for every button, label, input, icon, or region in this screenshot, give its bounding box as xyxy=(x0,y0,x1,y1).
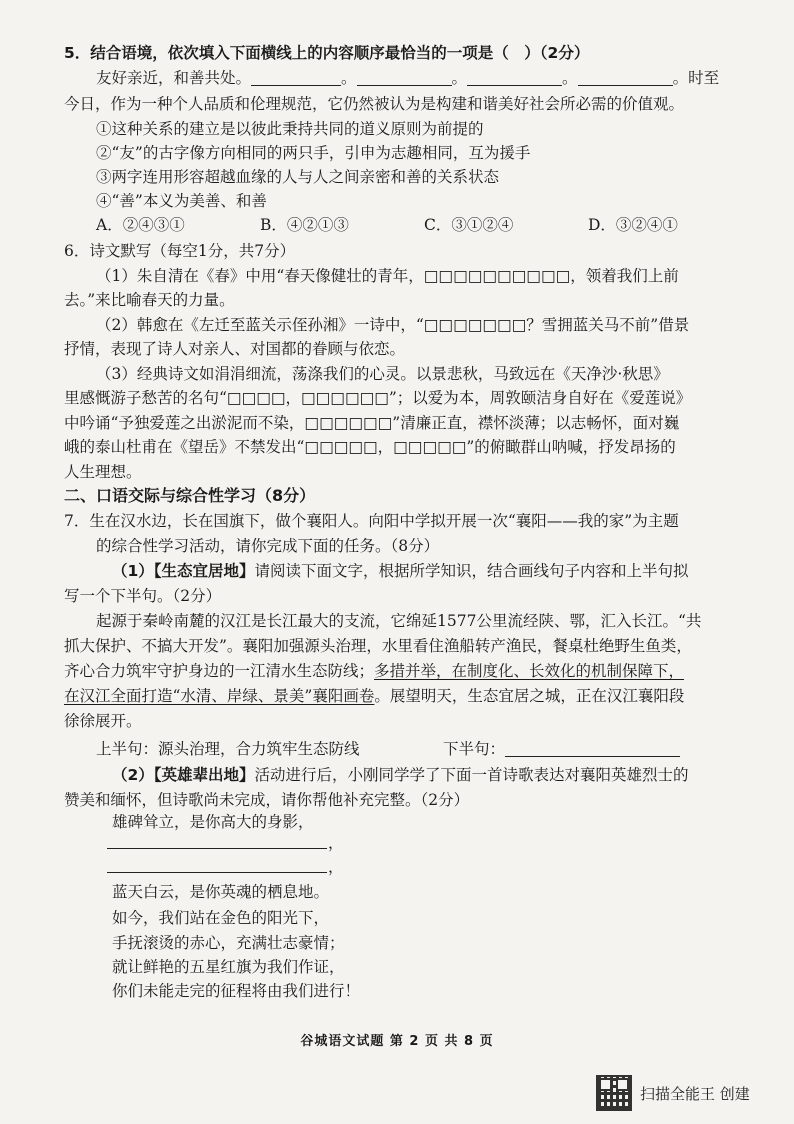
q7-task2-heading: （2）【英雄辈出地】 xyxy=(112,766,255,784)
q7-task1-heading: （1）【生态宜居地】 xyxy=(112,562,255,580)
q7-task1-line2: 写一个下半句。（2分） xyxy=(64,587,222,605)
q7-para-line3 xyxy=(64,661,684,681)
q5-passage-start: 友好亲近，和善共处。 xyxy=(96,69,252,87)
q5-choice-d[interactable]: D．③②④① xyxy=(588,216,678,234)
q7-upper-half: 上半句：源头治理，合力筑牢生态防线 xyxy=(96,740,360,758)
q5-sentence-2: ②“友”的古字像方向相同的两只手，引申为志趣相同，互为援手 xyxy=(96,144,531,162)
q5-sentence-4: ④“善”本义为美善、和善 xyxy=(96,192,267,210)
section-2-title: 二、口语交际与综合性学习（8分） xyxy=(64,486,316,505)
q7-underlined-sentence-b: 在汉江全面打造“水清、岸绿、景美”襄阳画卷 xyxy=(64,687,375,705)
q6-item3-line1: （3）经典诗文如涓涓细流，荡涤我们的心灵。以景悲秋，马致远在《天净沙·秋思》 xyxy=(96,365,669,383)
q5-passage-end: 时至 xyxy=(688,69,720,87)
poem-blank-2-comma: ， xyxy=(328,858,344,876)
scanner-watermark: 扫描全能王 创建 xyxy=(640,1085,750,1103)
poem-line-4: 如今，我们站在金色的阳光下， xyxy=(112,909,330,927)
poem-line-6: 就让鲜艳的五星红旗为我们作证， xyxy=(112,958,345,976)
q5-blank-1[interactable] xyxy=(251,69,341,86)
q6-stem: 6．诗文默写（每空1分，共7分） xyxy=(64,242,296,260)
q5-blank-2[interactable] xyxy=(357,69,452,86)
q5-choice-b[interactable]: B．④②①③ xyxy=(260,216,349,234)
q7-task1-instruction: 请阅读下面文字，根据所学知识，结合画线句子内容和上半句拟 xyxy=(254,562,689,580)
q5-blank-4[interactable] xyxy=(578,69,673,86)
q6-item3-line4: 峨的泰山杜甫在《望岳》不禁发出“□□□□□，□□□□□”的俯瞰群山呐喊，抒发昂扬的 xyxy=(64,438,676,456)
q6-item3-line3: 中吟诵“予独爱莲之出淤泥而不染，□□□□□□”清廉正直，襟怀淡薄；以志畅怀，面对巍 xyxy=(64,414,680,432)
poem-line-1: 雄碑耸立，是你高大的身影， xyxy=(112,813,314,831)
q7-para-line1: 起源于秦岭南麓的汉江是长江最大的支流，它绵延1577公里流经陕、鄂，汇入长江。“共 xyxy=(96,612,702,630)
q5-passage-line2: 今日，作为一种个人品质和伦理规范，它仍然被认为是构建和谐美好社会所必需的价值观。 xyxy=(64,95,685,113)
q7-task2-instruction: 活动进行后，小刚同学学了下面一首诗歌表达对襄阳英雄烈士的 xyxy=(254,766,689,784)
q7-lower-half-label: 下半句： xyxy=(443,740,506,758)
q7-stem-line1: 7．生在汉水边，长在国旗下，做个襄阳人。向阳中学拟开展一次“襄阳——我的家”为主题 xyxy=(64,512,679,530)
q7-lower-half xyxy=(443,739,680,759)
q6-item1-line1: （1）朱自清在《春》中用“春天像健壮的青年，□□□□□□□□□□，领着我们上前 xyxy=(96,267,679,285)
q6-item3-line2: 里感慨游子愁苦的名句“□□□□，□□□□□□”；以爱为本，周敦颐洁身自好在《爱莲说》 xyxy=(64,389,692,407)
q7-para-line2: 抓大保护、不搞大开发”。襄阳加强源头治理，水里看住渔船转产渔民，餐桌杜绝野生鱼类， xyxy=(64,637,692,655)
q5-choice-a[interactable]: A．②④③① xyxy=(96,216,185,234)
q5-stem: 5．结合语境，依次填入下面横线上的内容顺序最恰当的一项是（ ）（2分） xyxy=(64,44,590,62)
q5-blank-3[interactable] xyxy=(467,69,562,86)
poem-line-3: 蓝天白云，是你英魂的栖息地。 xyxy=(112,883,330,901)
poem-blank-1[interactable] xyxy=(107,848,327,849)
q5-passage-line1: 友好亲近，和善共处。 。 。 。 。时至 xyxy=(96,69,720,87)
q7-task1-line1 xyxy=(112,561,689,581)
q6-item2-line2: 抒情，表现了诗人对亲人、对国都的眷顾与依恋。 xyxy=(64,340,406,358)
q6-item2-line1: （2）韩愈在《左迁至蓝关示侄孙湘》一诗中，“□□□□□□□？雪拥蓝关马不前”借景 xyxy=(96,316,690,334)
q7-para-line3-text: 齐心合力筑牢守护身边的一江清水生态防线； xyxy=(64,662,375,680)
q7-para-line4 xyxy=(64,686,684,706)
q5-sentence-1: ①这种关系的建立是以彼此秉持共同的道义原则为前提的 xyxy=(96,120,484,138)
q7-para-line5: 徐徐展开。 xyxy=(64,712,142,730)
poem-line-7: 你们未能走完的征程将由我们进行！ xyxy=(112,982,361,1000)
q7-task2-line2: 赞美和缅怀，但诗歌尚未完成，请你帮他补充完整。（2分） xyxy=(64,791,470,809)
q7-lower-half-blank[interactable] xyxy=(505,740,680,757)
q5-choice-c[interactable]: C．③①②④ xyxy=(424,216,514,234)
q5-sentence-3: ③两字连用形容超越血缘的人与人之间亲密和善的关系状态 xyxy=(96,168,500,186)
q6-item3-line5: 人生理想。 xyxy=(64,463,142,481)
q7-underlined-sentence-a: 多措并举，在制度化、长效化的机制保障下， xyxy=(374,662,685,680)
poem-blank-2[interactable] xyxy=(107,872,327,873)
poem-line-5: 手抚滚烫的赤心，充满壮志豪情； xyxy=(112,934,345,952)
poem-blank-1-comma: ， xyxy=(328,834,344,852)
q7-task2-line1 xyxy=(112,765,689,785)
q7-stem-line2: 的综合性学习活动，请你完成下面的任务。（8分） xyxy=(96,537,440,555)
q6-item1-line2: 去。”来比喻春天的力量。 xyxy=(64,291,235,309)
qr-code-icon xyxy=(596,1075,632,1111)
q7-para-line4-text: 。展望明天，生态宜居之城，正在汉江襄阳段 xyxy=(374,687,685,705)
page-footer: 谷城语文试题 第 2 页 共 8 页 xyxy=(300,1034,494,1049)
